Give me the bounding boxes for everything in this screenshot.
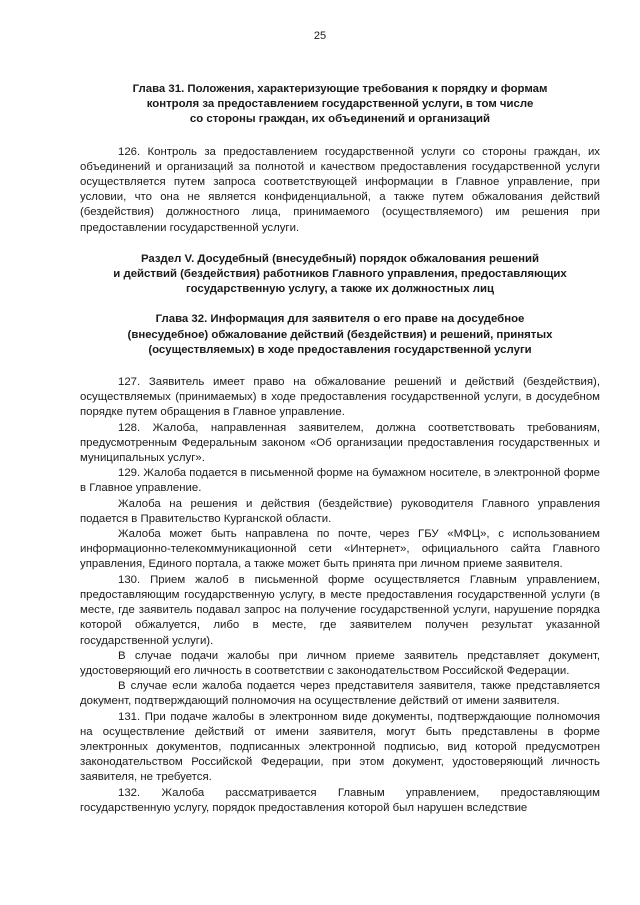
- heading-line: со стороны граждан, их объединений и организаций: [189, 113, 491, 126]
- paragraph-131: 131. При подаче жалобы в электронном виде документы, подтверждающие полномочия на осуществление действий от имени заявителя, могут быть представлены в форме электронных документов, подписанных электронной подписью, вид которой предусмотрен законодательством Российской Федерации, при этом документ, удостоверяющий личность заявителя, не требуется.: [80, 710, 600, 784]
- paragraph-129-head-complaint: Жалоба на решения и действия (бездействие) руководителя Главного управления подается в Правительство Курганской области.: [80, 497, 600, 525]
- paragraph-132: 132. Жалоба рассматривается Главным управлением, предоставляющим государственную услугу, порядок предоставления которой был нарушен вследствие: [80, 786, 600, 814]
- heading-line: (внесудебное) обжалование действий (бездействия) и решений, принятых: [127, 328, 553, 341]
- chapter-31-heading: [80, 82, 600, 128]
- heading-line: Раздел V. Досудебный (внесудебный) порядок обжалования решений: [140, 252, 540, 265]
- heading-line: Глава 32. Информация для заявителя о его праве на досудебное: [155, 313, 525, 326]
- heading-line: контроля за предоставлением государственной услуги, в том числе: [146, 98, 534, 111]
- paragraph-129: 129. Жалоба подается в письменной форме на бумажном носителе, в электронной форме в Главное управление.: [80, 467, 600, 495]
- paragraph-130-representative: В случае если жалоба подается через представителя заявителя, также представляется документ, подтверждающий полномочия на осуществление действий от имени заявителя.: [80, 680, 600, 708]
- section-5-heading: [80, 252, 600, 298]
- heading-line: государственную услугу, а также их должностных лиц: [186, 283, 494, 296]
- paragraph-127: 127. Заявитель имеет право на обжалование решений и действий (бездействия), осуществляемых (принимаемых) в ходе предоставления государственной услуги, в досудебном порядке путем обращения в Главное управление.: [80, 376, 600, 419]
- heading-line: и действий (бездействия) работников Главного управления, предоставляющих: [113, 268, 567, 281]
- chapter-32-heading: [80, 312, 600, 358]
- paragraph-129-channels: Жалоба может быть направлена по почте, через ГБУ «МФЦ», с использованием информационно-телекоммуникационной сети «Интернет», официального сайта Главного управления, Единого портала, а также может быть принята при личном приеме заявителя.: [80, 528, 600, 571]
- document-body: [80, 82, 600, 816]
- page-number: 25: [313, 30, 327, 42]
- heading-line: Глава 31. Положения, характеризующие требования к порядку и формам: [132, 83, 548, 95]
- paragraph-130: 130. Прием жалоб в письменной форме осуществляется Главным управлением, предоставляющим государственную услугу, в месте предоставления государственной услуги (в месте, где заявитель подавал запрос на получение государственной услуги, нарушение порядка которой обжалуется, либо в месте, где заявителем получен результат указанной государственной услуги).: [80, 573, 600, 647]
- paragraph-128: 128. Жалоба, направленная заявителем, должна соответствовать требованиям, предусмотренным Федеральным законом «Об организации предоставления государственных и муниципальных услуг».: [80, 421, 600, 465]
- paragraph-126: 126. Контроль за предоставлением государственной услуги со стороны граждан, их объединений и организаций за полнотой и качеством предоставления государственной услуги осуществляется путем запроса соответствующей информации в Главное управление, при условии, что она не является конфиденциальной, а также путем обжалования действий (бездействия) должностного лица, принимаемого (осуществляемого) им решения при предоставлении государственной услуги.: [80, 145, 600, 234]
- paragraph-130-personal-visit: В случае подачи жалобы при личном приеме заявитель представляет документ, удостоверяющий его личность в соответствии с законодательством Российской Федерации.: [80, 649, 600, 677]
- heading-line: (осуществляемых) в ходе предоставления государственной услуги: [148, 343, 532, 356]
